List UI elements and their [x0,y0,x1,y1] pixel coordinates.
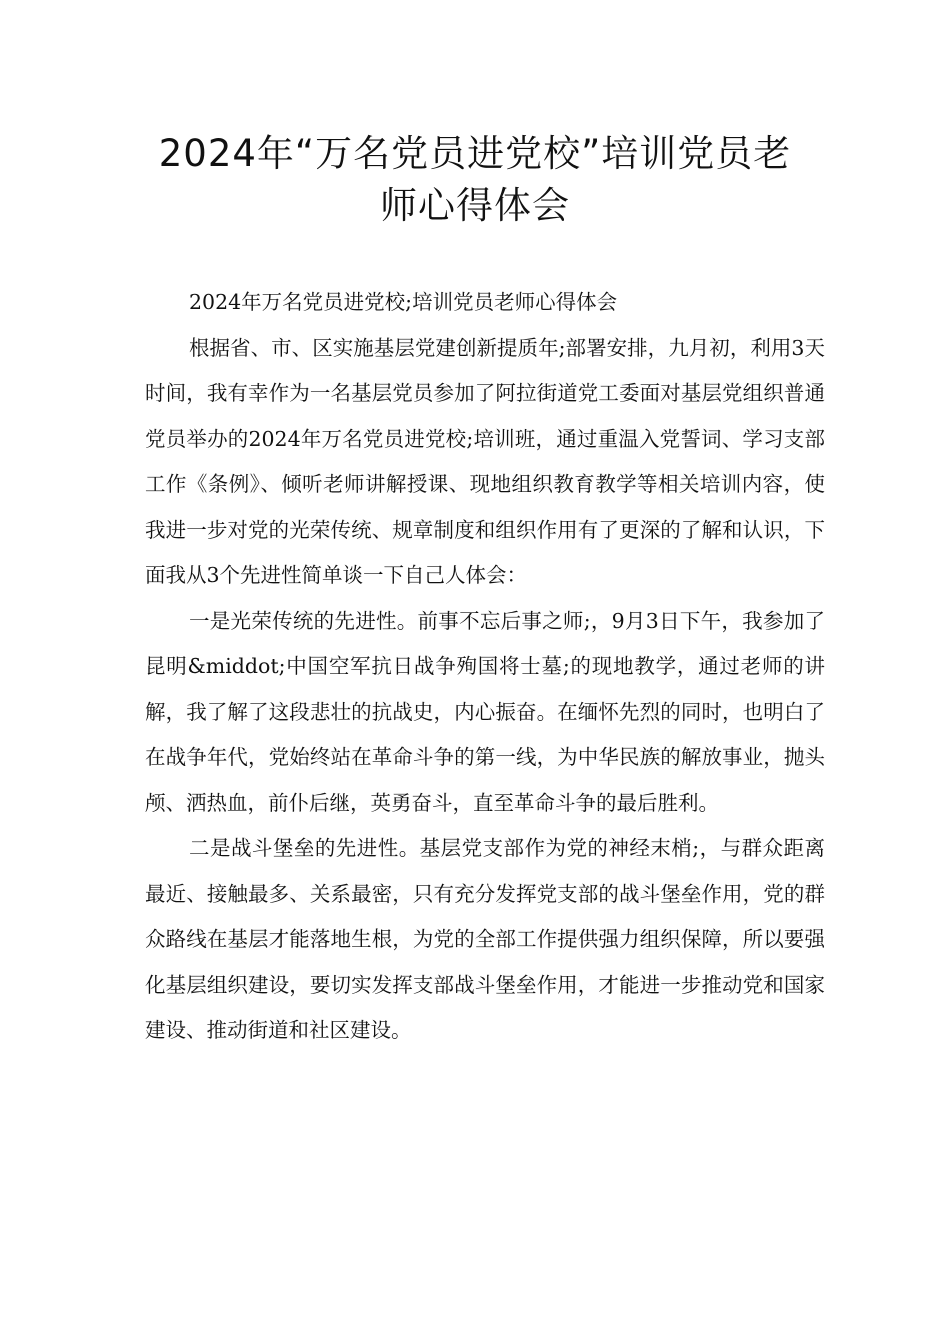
point-one-paragraph: 一是光荣传统的先进性。前事不忘后事之师;，9月3日下午，我参加了昆明&middot;中国空军抗日战争殉国将士墓;的现地教学，通过老师的讲解，我了解了这段悲壮的抗战史，内心振奋。在缅怀先烈的同时，也明白了在战争年代，党始终站在革命斗争的第一线，为中华民族的解放事业，抛头颅、洒热血，前仆后继，英勇奋斗，直至革命斗争的最后胜利。 [145,608,825,815]
document-body [145,280,825,1054]
title-line-2: 师心得体会 [380,184,570,227]
title-line-1: 2024年“万名党员进党校”培训党员老 [158,132,792,175]
intro-paragraph: 根据省、市、区实施基层党建创新提质年;部署安排，九月初，利用3天时间，我有幸作为一名基层党员参加了阿拉街道党工委面对基层党组织普通党员举办的2024年万名党员进党校;培训班，通过重温入党誓词、学习支部工作《条例》、倾听老师讲解授课、现地组织教育教学等相关培训内容，使我进一步对党的光荣传统、规章制度和组织作用有了更深的了解和认识，下面我从3个先进性简单谈一下自己人体会： [145,335,825,587]
point-two-paragraph: 二是战斗堡垒的先进性。基层党支部作为党的神经末梢;，与群众距离最近、接触最多、关系最密，只有充分发挥党支部的战斗堡垒作用，党的群众路线在基层才能落地生根，为党的全部工作提供强力组织保障，所以要强化基层组织建设，要切实发挥支部战斗堡垒作用，才能进一步推动党和国家建设、推动街道和社区建设。 [145,836,825,1042]
document-title [100,128,850,232]
subtitle-paragraph: 2024年万名党员进党校;培训党员老师心得体会 [189,290,618,314]
